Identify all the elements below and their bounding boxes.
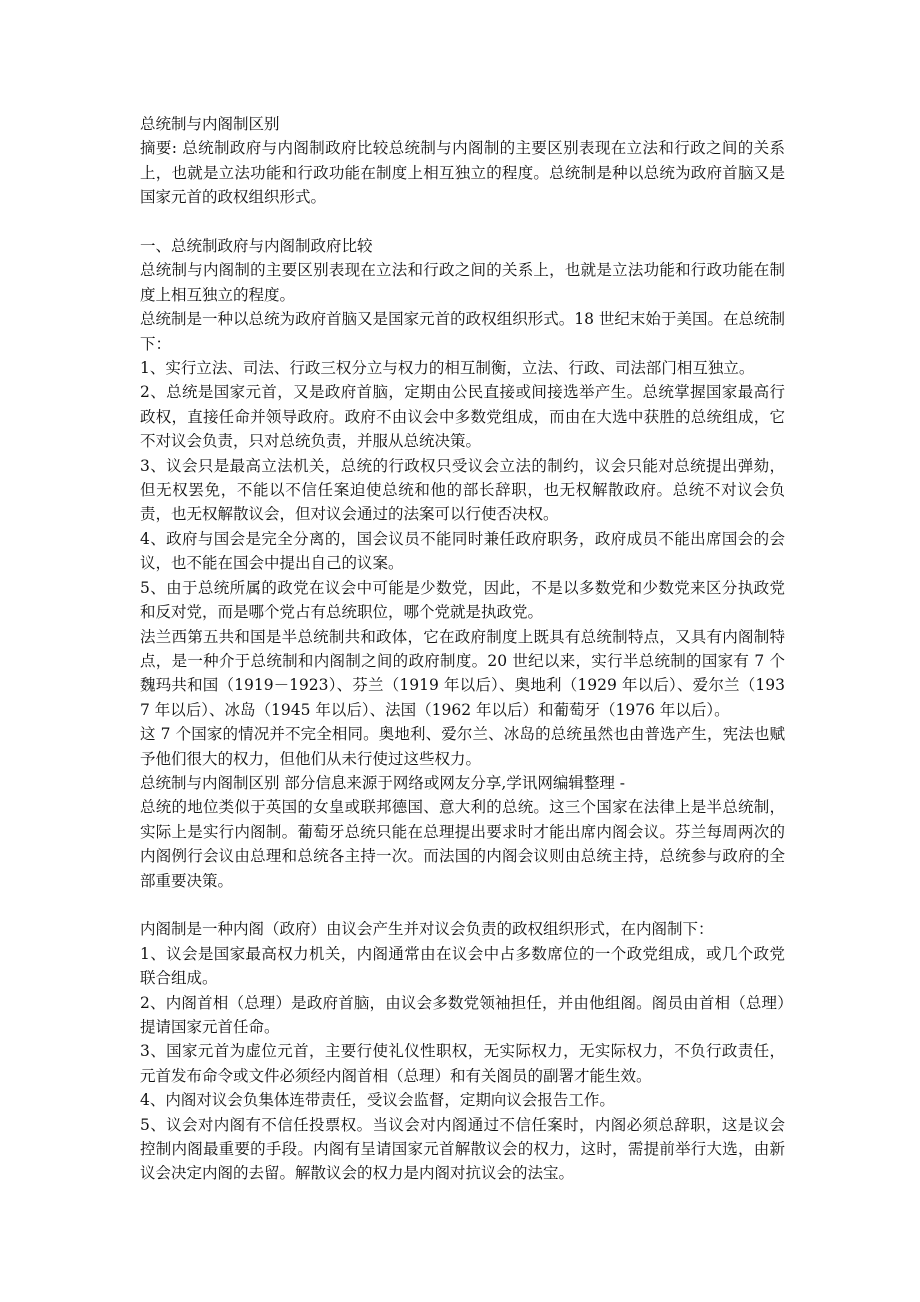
blank-line (140, 893, 785, 917)
paragraph: 总统制是一种以总统为政府首脑又是国家元首的政权组织形式。18 世纪末始于美国。在总统制下： (140, 310, 785, 353)
list-item: 4、政府与国会是完全分离的，国会议员不能同时兼任政府职务，政府成员不能出席国会的会议，也不能在国会中提出自己的议案。 (140, 529, 785, 573)
paragraph: 总统的地位类似于英国的女皇或联邦德国、意大利的总统。这三个国家在法律上是半总统制，实际上是实行内阁制。葡萄牙总统只能在总理提出要求时才能出席内阁会议。芬兰每周两次的内阁例行会议由总理和总统各主持一次。而法国的内阁会议则由总统主持，总统参与政府的全部重要决策。 (140, 798, 785, 890)
document-body (140, 112, 785, 1186)
paragraph: 这 7 个国家的情况并不完全相同。奥地利、爱尔兰、冰岛的总统虽然也由普选产生，宪法也赋予他们很大的权力，但他们从未行使过这些权力。 (140, 725, 785, 768)
list-item: 5、议会对内阁有不信任投票权。当议会对内阁通过不信任案时，内阁必须总辞职，这是议会控制内阁最重要的手段。内阁有呈请国家元首解散议会的权力，这时，需提前举行大选，由新议会决定内阁的去留。解散议会的权力是内阁对抗议会的法宝。 (140, 1115, 785, 1183)
paragraph: 法兰西第五共和国是半总统制共和政体，它在政府制度上既具有总统制特点，又具有内阁制特点，是一种介于总统制和内阁制之间的政府制度。20 世纪以来，实行半总统制的国家有 7 个 魏玛共和国（1919－1923）、芬兰（1919 年以后）、奥地利（1929 年以后）、爱尔兰（1937 年以后）、冰岛（1945 年以后）、法国（1962 年以后）和葡萄牙（1976 年以后）。 (140, 627, 785, 719)
list-item: 2、总统是国家元首，又是政府首脑，定期由公民直接或间接选举产生。总统掌握国家最高行政权，直接任命并领导政府。政府不由议会中多数党组成，而由在大选中获胜的总统组成，它不对议会负责，只对总统负责，并服从总统决策。 (140, 383, 785, 451)
section-heading: 一、总统制政府与内阁制政府比较 (140, 237, 373, 256)
list-item: 4、内阁对议会负集体连带责任，受议会监督，定期向议会报告工作。 (140, 1091, 615, 1110)
source-note: 总统制与内阁制区别 部分信息来源于网络或网友分享,学讯网编辑整理 - (140, 773, 626, 792)
list-item: 2、内阁首相（总理）是政府首脑，由议会多数党领袖担任，并由他组阁。阁员由首相（总理）提请国家元首任命。 (140, 993, 785, 1036)
list-item: 1、实行立法、司法、行政三权分立与权力的相互制衡，立法、行政、司法部门相互独立。 (140, 359, 755, 378)
abstract-paragraph: 摘要: 总统制政府与内阁制政府比较总统制与内阁制的主要区别表现在立法和行政之间的关系上，也就是立法功能和行政功能在制度上相互独立的程度。总统制是种以总统为政府首脑又是国家元首的政权组织形式。 (140, 139, 785, 207)
paragraph: 总统制与内阁制的主要区别表现在立法和行政之间的关系上，也就是立法功能和行政功能在制度上相互独立的程度。 (140, 261, 785, 304)
list-item: 1、议会是国家最高权力机关，内阁通常由在议会中占多数席位的一个政党组成，或几个政党联合组成。 (140, 944, 785, 988)
list-item: 3、议会只是最高立法机关，总统的行政权只受议会立法的制约，议会只能对总统提出弹劾，但无权罢免，不能以不信任案迫使总统和他的部长辞职，也无权解散政府。总统不对议会负责，也无权解散议会，但对议会通过的法案可以行使否决权。 (140, 456, 785, 524)
blank-line (140, 210, 785, 234)
paragraph: 内阁制是一种内阁（政府）由议会产生并对议会负责的政权组织形式，在内阁制下： (140, 920, 714, 939)
list-item: 5、由于总统所属的政党在议会中可能是少数党，因此，不是以多数党和少数党来区分执政党和反对党，而是哪个党占有总统职位，哪个党就是执政党。 (140, 578, 785, 622)
list-item: 3、国家元首为虚位元首，主要行使礼仪性职权，无实际权力，无实际权力，不负行政责任，元首发布命令或文件必须经内阁首相（总理）和有关阁员的副署才能生效。 (140, 1042, 785, 1085)
document-title: 总统制与内阁制区别 (140, 115, 280, 133)
